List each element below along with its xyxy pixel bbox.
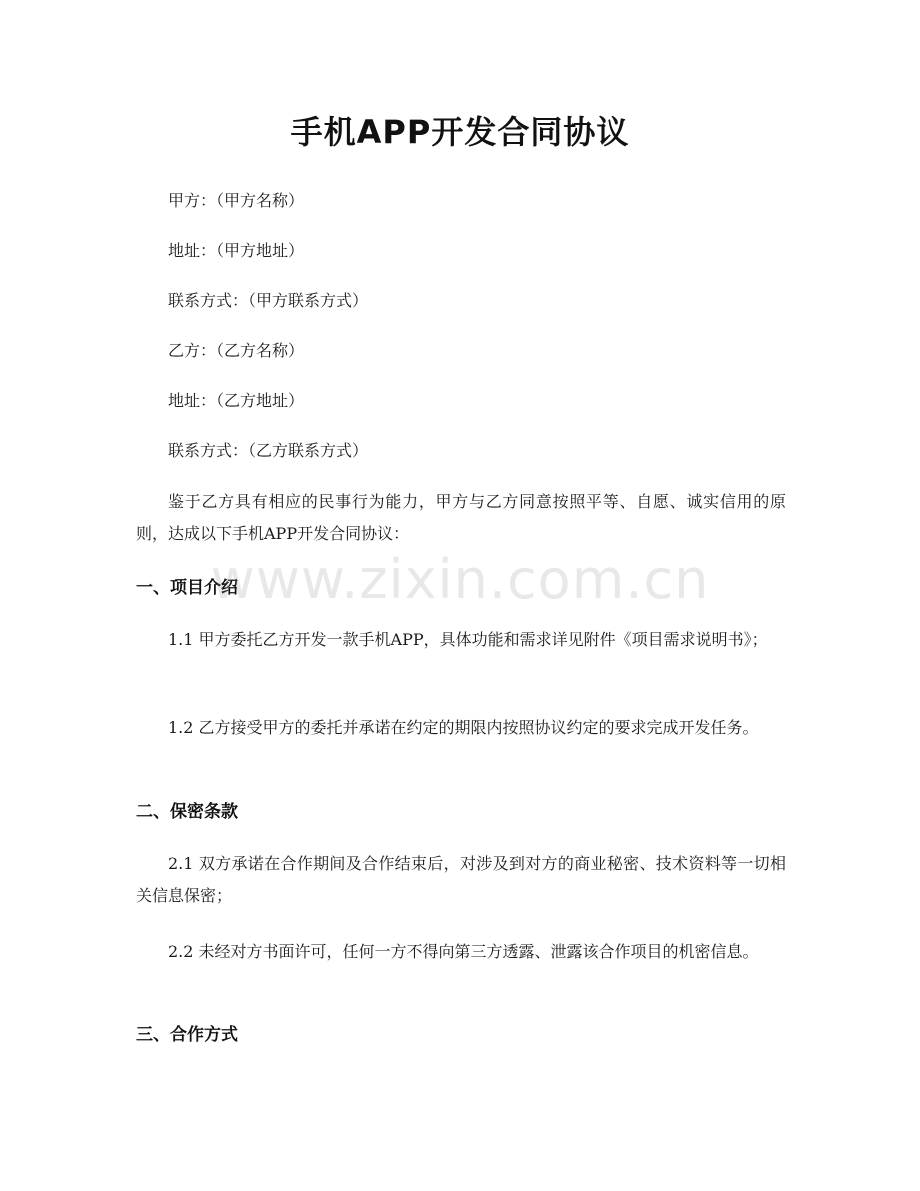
clause-paragraph: 2.1 双方承诺在合作期间及合作结束后，对涉及到对方的商业秘密、技术资料等一切相关信息保密； [136, 854, 786, 905]
party-b-contact: 联系方式：（乙方联系方式） [168, 441, 369, 460]
section-heading: 三、合作方式 [136, 1025, 238, 1045]
clause-paragraph: 1.2 乙方接受甲方的委托并承诺在约定的期限内按照协议约定的要求完成开发任务。 [168, 718, 759, 737]
preamble-paragraph: 鉴于乙方具有相应的民事行为能力，甲方与乙方同意按照平等、自愿、诚实信用的原则，达成以下手机APP开发合同协议： [136, 492, 786, 543]
clause-paragraph: 1.1 甲方委托乙方开发一款手机APP，具体功能和需求详见附件《项目需求说明书》； [168, 630, 768, 649]
watermark-text: www.zixin.com.cn [210, 548, 710, 611]
document-title: 手机APP开发合同协议 [290, 113, 630, 151]
section-heading: 二、保密条款 [136, 802, 238, 822]
party-a-name: 甲方：（甲方名称） [168, 191, 305, 210]
party-b-address: 地址：（乙方地址） [168, 391, 305, 410]
clause-paragraph: 2.2 未经对方书面许可，任何一方不得向第三方透露、泄露该合作项目的机密信息。 [168, 942, 759, 961]
party-a-address: 地址：（甲方地址） [168, 241, 305, 260]
party-a-contact: 联系方式：（甲方联系方式） [168, 291, 369, 310]
party-b-name: 乙方：（乙方名称） [168, 341, 305, 360]
section-heading: 一、项目介绍 [136, 578, 238, 598]
